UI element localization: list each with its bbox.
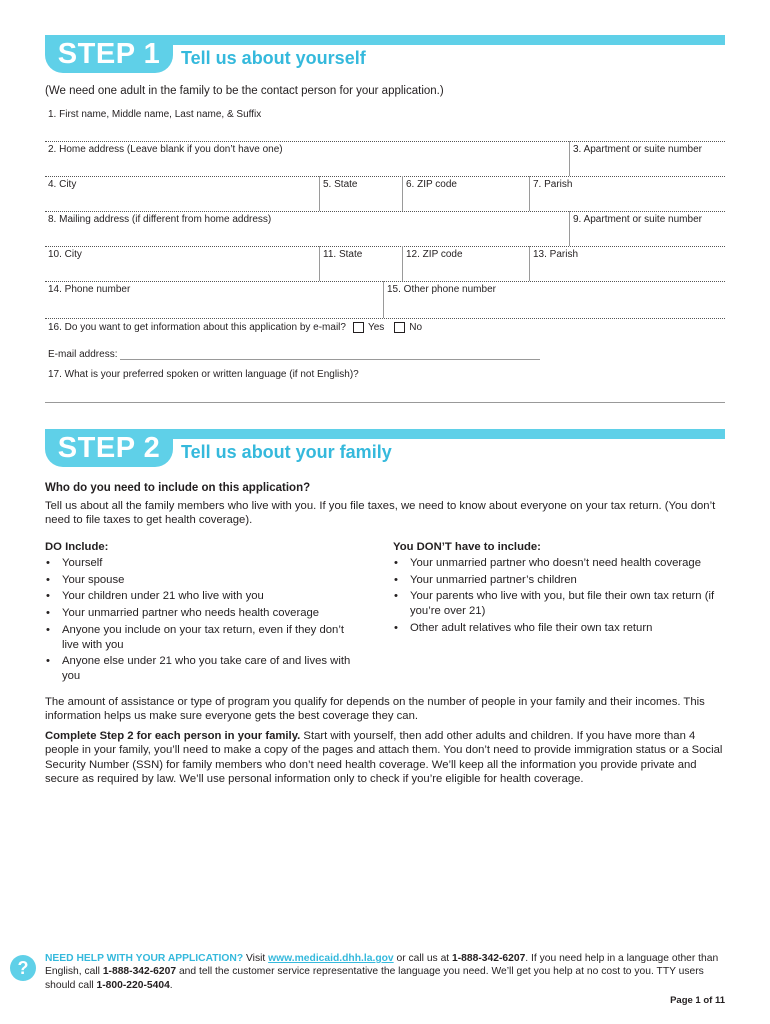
- step2-header: [45, 429, 725, 473]
- include-item: • Yourself: [45, 556, 375, 570]
- include-column: [45, 539, 375, 686]
- yes-label: Yes: [367, 322, 385, 333]
- home-address-row[interactable]: [45, 141, 725, 177]
- help-t5: .: [169, 979, 173, 991]
- mailing-apt-label: 9. Apartment or suite number: [569, 211, 725, 246]
- phone-1: 1-888-342-6207: [452, 953, 526, 964]
- page-number: Page 1 of 11: [670, 995, 725, 1006]
- help-t1: Visit: [243, 953, 269, 964]
- step1-title: Tell us about yourself: [181, 48, 366, 68]
- who-text: Tell us about all the family members who live with you. If you file taxes, we need to know about everyone on your tax return. (You don’t need to file taxes to get health coverage).: [45, 500, 716, 527]
- phone-label: 14. Phone number: [48, 284, 131, 295]
- mailing-zip-label: 12. ZIP code: [402, 246, 529, 281]
- mailing-address-label: 8. Mailing address (if different from home address): [48, 214, 272, 225]
- exclude-item: • Other adult relatives who file their own tax return: [393, 621, 730, 635]
- help-text: [45, 952, 730, 992]
- phone-2: 1-888-342-6207: [102, 966, 177, 978]
- other-phone-label: 15. Other phone number: [383, 281, 725, 318]
- mailing-city-row[interactable]: [45, 246, 725, 282]
- help-heading: NEED HELP WITH YOUR APPLICATION?: [45, 953, 244, 964]
- email-question: [48, 322, 422, 333]
- help-t3: . If you need help in a language other than English, call: [45, 953, 719, 978]
- parish-label: 7. Parish: [529, 176, 725, 211]
- contact-note: (We need one adult in the family to be the contact person for your application.): [45, 85, 444, 97]
- state-label: 5. State: [319, 176, 402, 211]
- who-heading: Who do you need to include on this application?: [45, 482, 311, 494]
- exclude-item: • Your unmarried partner who doesn’t need health coverage: [393, 556, 730, 570]
- complete-body: Start with yourself, then add other adults and children. If you have more than 4 people in your family, you’ll need to make a copy of the pages and attach them. You don’t need to provide immigration status or a Social Security Number (SSN) for family members who don’t need health coverage. We’ll keep all the information you provide private and secure as required by law. We’ll use personal information only to check if you’re eligible for health coverage.: [45, 730, 723, 785]
- city-row[interactable]: [45, 176, 725, 212]
- exclude-item: • Your unmarried partner’s children: [393, 573, 730, 587]
- include-item: • Your unmarried partner who needs health coverage: [45, 606, 375, 620]
- include-heading: DO Include:: [45, 541, 109, 553]
- mailing-address-row[interactable]: [45, 211, 725, 247]
- step2-label: STEP 2: [45, 429, 173, 467]
- include-item: • Anyone else under 21 who you take care of and lives with you: [45, 654, 352, 683]
- medicaid-link[interactable]: www.medicaid.dhh.la.gov: [268, 953, 394, 964]
- home-address-label: 2. Home address (Leave blank if you don’t have one): [48, 144, 283, 155]
- help-t2: or call us at: [393, 953, 453, 964]
- include-item: • Your children under 21 who live with you: [45, 589, 375, 603]
- name-field-label: 1. First name, Middle name, Last name, & Suffix: [48, 109, 262, 120]
- exclude-heading: You DON’T have to include:: [393, 541, 541, 553]
- language-label: 17. What is your preferred spoken or written language (if not English)?: [48, 369, 359, 380]
- city-label: 4. City: [48, 179, 77, 190]
- question-icon: ?: [10, 955, 36, 981]
- zip-label: 6. ZIP code: [402, 176, 529, 211]
- include-item: • Anyone you include on your tax return, even if they don’t live with you: [45, 623, 362, 652]
- step1-label: STEP 1: [45, 35, 173, 73]
- step2-title: Tell us about your family: [181, 442, 392, 462]
- complete-bold: Complete Step 2 for each person in your family.: [45, 730, 301, 742]
- apt-label: 3. Apartment or suite number: [569, 141, 725, 176]
- email-question-label: 16. Do you want to get information about this application by e-mail?: [48, 322, 346, 333]
- exclude-item: • Your parents who live with you, but file their own tax return (if you’re over 21): [393, 589, 730, 618]
- amount-text: The amount of assistance or type of program you qualify for depends on the number of people in your family and their incomes. This information helps us make sure everyone gets the best coverage they can.: [45, 696, 705, 723]
- mailing-parish-label: 13. Parish: [529, 246, 725, 281]
- no-checkbox[interactable]: [394, 322, 405, 333]
- email-label: E-mail address:: [48, 349, 118, 360]
- name-row[interactable]: [45, 106, 725, 142]
- help-t4: and tell the customer service representative the language you need. We’ll get you help at no cost to you. TTY users should call: [45, 966, 704, 991]
- exclude-column: [393, 539, 730, 638]
- phone-row[interactable]: [45, 281, 725, 319]
- tty-phone: 1-800-220-5404: [96, 979, 170, 991]
- language-input[interactable]: [45, 402, 725, 403]
- step1-header: [45, 35, 725, 79]
- no-label: No: [409, 322, 423, 333]
- mailing-city-label: 10. City: [48, 249, 82, 260]
- mailing-state-label: 11. State: [319, 246, 402, 281]
- email-input[interactable]: [120, 359, 540, 360]
- yes-checkbox[interactable]: [353, 322, 364, 333]
- complete-text: [45, 729, 730, 786]
- include-item: • Your spouse: [45, 573, 375, 587]
